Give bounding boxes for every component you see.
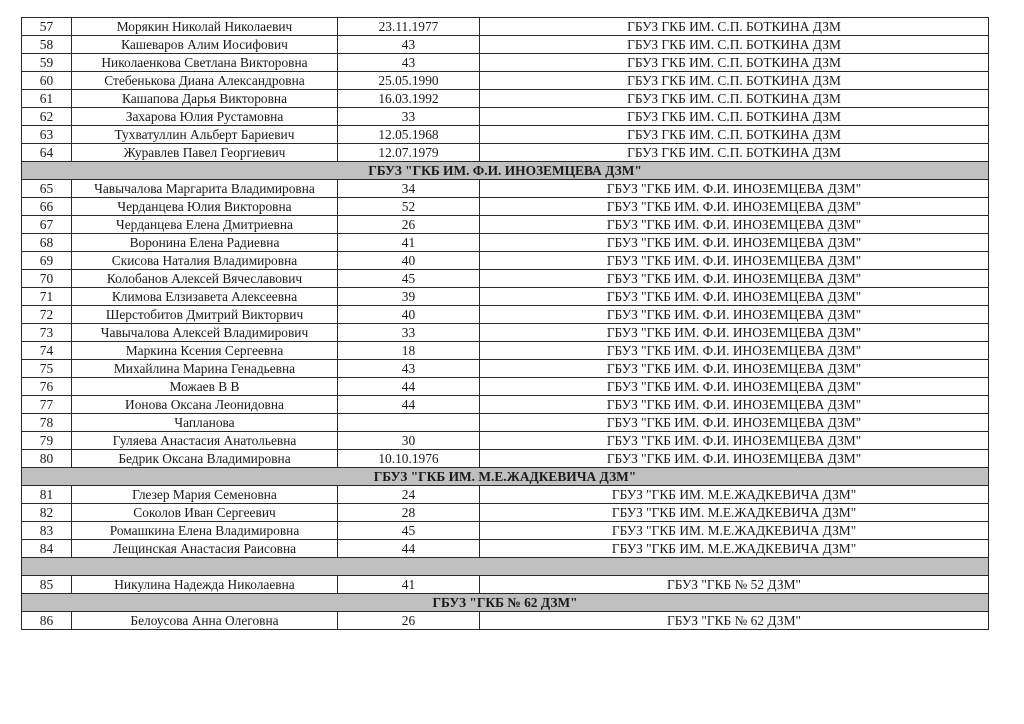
table-row	[22, 234, 989, 252]
table-row	[22, 522, 989, 540]
age-or-birthdate-cell: 43	[338, 360, 480, 378]
organization-cell: ГБУЗ "ГКБ ИМ. Ф.И. ИНОЗЕМЦЕВА ДЗМ"	[480, 252, 989, 270]
row-number-cell: 80	[22, 450, 72, 468]
age-or-birthdate-cell: 18	[338, 342, 480, 360]
age-or-birthdate-cell: 40	[338, 252, 480, 270]
organization-cell: ГБУЗ "ГКБ ИМ. Ф.И. ИНОЗЕМЦЕВА ДЗМ"	[480, 216, 989, 234]
organization-cell: ГБУЗ "ГКБ ИМ. Ф.И. ИНОЗЕМЦЕВА ДЗМ"	[480, 306, 989, 324]
organization-cell: ГБУЗ ГКБ ИМ. С.П. БОТКИНА ДЗМ	[480, 108, 989, 126]
organization-cell: ГБУЗ "ГКБ ИМ. Ф.И. ИНОЗЕМЦЕВА ДЗМ"	[480, 198, 989, 216]
section-header-row	[22, 468, 989, 486]
section-title: ГБУЗ "ГКБ № 62 ДЗМ"	[22, 594, 989, 612]
organization-cell: ГБУЗ ГКБ ИМ. С.П. БОТКИНА ДЗМ	[480, 90, 989, 108]
table-body	[22, 18, 989, 630]
full-name-cell: Николаенкова Светлана Викторовна	[72, 54, 338, 72]
table-row	[22, 504, 989, 522]
organization-cell: ГБУЗ "ГКБ ИМ. Ф.И. ИНОЗЕМЦЕВА ДЗМ"	[480, 360, 989, 378]
table-row	[22, 144, 989, 162]
full-name-cell: Бедрик Оксана Владимировна	[72, 450, 338, 468]
organization-cell: ГБУЗ "ГКБ ИМ. Ф.И. ИНОЗЕМЦЕВА ДЗМ"	[480, 324, 989, 342]
table-row	[22, 414, 989, 432]
full-name-cell: Захарова Юлия Рустамовна	[72, 108, 338, 126]
age-or-birthdate-cell: 30	[338, 432, 480, 450]
organization-cell: ГБУЗ ГКБ ИМ. С.П. БОТКИНА ДЗМ	[480, 54, 989, 72]
full-name-cell: Глезер Мария Семеновна	[72, 486, 338, 504]
table-row	[22, 36, 989, 54]
row-number-cell: 72	[22, 306, 72, 324]
age-or-birthdate-cell: 40	[338, 306, 480, 324]
full-name-cell: Ионова Оксана Леонидовна	[72, 396, 338, 414]
organization-cell: ГБУЗ "ГКБ ИМ. Ф.И. ИНОЗЕМЦЕВА ДЗМ"	[480, 270, 989, 288]
age-or-birthdate-cell: 12.05.1968	[338, 126, 480, 144]
organization-cell: ГБУЗ "ГКБ № 62 ДЗМ"	[480, 612, 989, 630]
table-row	[22, 270, 989, 288]
table-row	[22, 306, 989, 324]
table-row	[22, 18, 989, 36]
table-row	[22, 180, 989, 198]
organization-cell: ГБУЗ ГКБ ИМ. С.П. БОТКИНА ДЗМ	[480, 18, 989, 36]
section-header-row	[22, 594, 989, 612]
row-number-cell: 85	[22, 576, 72, 594]
full-name-cell: Черданцева Юлия Викторовна	[72, 198, 338, 216]
full-name-cell: Маркина Ксения Сергеевна	[72, 342, 338, 360]
age-or-birthdate-cell: 25.05.1990	[338, 72, 480, 90]
row-number-cell: 57	[22, 18, 72, 36]
table-row	[22, 216, 989, 234]
full-name-cell: Кашеваров Алим Иосифович	[72, 36, 338, 54]
organization-cell: ГБУЗ "ГКБ ИМ. Ф.И. ИНОЗЕМЦЕВА ДЗМ"	[480, 342, 989, 360]
table-row	[22, 360, 989, 378]
full-name-cell: Черданцева Елена Дмитриевна	[72, 216, 338, 234]
row-number-cell: 68	[22, 234, 72, 252]
age-or-birthdate-cell: 33	[338, 108, 480, 126]
row-number-cell: 65	[22, 180, 72, 198]
full-name-cell: Соколов Иван Сергеевич	[72, 504, 338, 522]
organization-cell: ГБУЗ "ГКБ ИМ. Ф.И. ИНОЗЕМЦЕВА ДЗМ"	[480, 414, 989, 432]
age-or-birthdate-cell: 45	[338, 522, 480, 540]
section-title: ГБУЗ "ГКБ ИМ. М.Е.ЖАДКЕВИЧА ДЗМ"	[22, 468, 989, 486]
table-row	[22, 72, 989, 90]
table-row	[22, 396, 989, 414]
full-name-cell: Никулина Надежда Николаевна	[72, 576, 338, 594]
age-or-birthdate-cell: 26	[338, 216, 480, 234]
table-row	[22, 576, 989, 594]
organization-cell: ГБУЗ "ГКБ ИМ. Ф.И. ИНОЗЕМЦЕВА ДЗМ"	[480, 432, 989, 450]
age-or-birthdate-cell: 12.07.1979	[338, 144, 480, 162]
row-number-cell: 86	[22, 612, 72, 630]
age-or-birthdate-cell: 26	[338, 612, 480, 630]
age-or-birthdate-cell: 23.11.1977	[338, 18, 480, 36]
table-row	[22, 90, 989, 108]
organization-cell: ГБУЗ "ГКБ ИМ. М.Е.ЖАДКЕВИЧА ДЗМ"	[480, 540, 989, 558]
table-row	[22, 342, 989, 360]
table-row	[22, 612, 989, 630]
organization-cell: ГБУЗ "ГКБ ИМ. Ф.И. ИНОЗЕМЦЕВА ДЗМ"	[480, 378, 989, 396]
age-or-birthdate-cell: 52	[338, 198, 480, 216]
full-name-cell: Скисова Наталия Владимировна	[72, 252, 338, 270]
table-row	[22, 540, 989, 558]
full-name-cell: Чавычалова Маргарита Владимировна	[72, 180, 338, 198]
age-or-birthdate-cell: 44	[338, 396, 480, 414]
row-number-cell: 73	[22, 324, 72, 342]
organization-cell: ГБУЗ "ГКБ ИМ. Ф.И. ИНОЗЕМЦЕВА ДЗМ"	[480, 288, 989, 306]
table-row	[22, 288, 989, 306]
table-row	[22, 252, 989, 270]
organization-cell: ГБУЗ ГКБ ИМ. С.П. БОТКИНА ДЗМ	[480, 72, 989, 90]
organization-cell: ГБУЗ ГКБ ИМ. С.П. БОТКИНА ДЗМ	[480, 36, 989, 54]
age-or-birthdate-cell: 41	[338, 576, 480, 594]
table-row	[22, 54, 989, 72]
age-or-birthdate-cell: 44	[338, 540, 480, 558]
table-row	[22, 126, 989, 144]
age-or-birthdate-cell	[338, 414, 480, 432]
organization-cell: ГБУЗ "ГКБ ИМ. М.Е.ЖАДКЕВИЧА ДЗМ"	[480, 486, 989, 504]
table-row	[22, 378, 989, 396]
organization-cell: ГБУЗ ГКБ ИМ. С.П. БОТКИНА ДЗМ	[480, 126, 989, 144]
row-number-cell: 75	[22, 360, 72, 378]
table-row	[22, 432, 989, 450]
row-number-cell: 62	[22, 108, 72, 126]
row-number-cell: 70	[22, 270, 72, 288]
full-name-cell: Климова Елзизавета Алексеевна	[72, 288, 338, 306]
organization-cell: ГБУЗ "ГКБ ИМ. М.Е.ЖАДКЕВИЧА ДЗМ"	[480, 522, 989, 540]
table-row	[22, 450, 989, 468]
full-name-cell: Журавлев Павел Георгиевич	[72, 144, 338, 162]
section-title: ГБУЗ "ГКБ ИМ. Ф.И. ИНОЗЕМЦЕВА ДЗМ"	[22, 162, 989, 180]
full-name-cell: Гуляева Анастасия Анатольевна	[72, 432, 338, 450]
full-name-cell: Чапланова	[72, 414, 338, 432]
section-header-row	[22, 162, 989, 180]
row-number-cell: 77	[22, 396, 72, 414]
row-number-cell: 82	[22, 504, 72, 522]
age-or-birthdate-cell: 24	[338, 486, 480, 504]
age-or-birthdate-cell: 43	[338, 36, 480, 54]
full-name-cell: Воронина Елена Радиевна	[72, 234, 338, 252]
row-number-cell: 67	[22, 216, 72, 234]
age-or-birthdate-cell: 39	[338, 288, 480, 306]
blank-separator-row	[22, 558, 989, 576]
age-or-birthdate-cell: 28	[338, 504, 480, 522]
organization-cell: ГБУЗ "ГКБ ИМ. Ф.И. ИНОЗЕМЦЕВА ДЗМ"	[480, 396, 989, 414]
age-or-birthdate-cell: 16.03.1992	[338, 90, 480, 108]
age-or-birthdate-cell: 41	[338, 234, 480, 252]
row-number-cell: 81	[22, 486, 72, 504]
age-or-birthdate-cell: 43	[338, 54, 480, 72]
organization-cell: ГБУЗ "ГКБ ИМ. М.Е.ЖАДКЕВИЧА ДЗМ"	[480, 504, 989, 522]
age-or-birthdate-cell: 33	[338, 324, 480, 342]
full-name-cell: Шерстобитов Дмитрий Викторвич	[72, 306, 338, 324]
row-number-cell: 83	[22, 522, 72, 540]
row-number-cell: 71	[22, 288, 72, 306]
organization-cell: ГБУЗ "ГКБ № 52 ДЗМ"	[480, 576, 989, 594]
row-number-cell: 69	[22, 252, 72, 270]
table-row	[22, 486, 989, 504]
participants-table	[21, 17, 989, 630]
full-name-cell: Можаев В В	[72, 378, 338, 396]
full-name-cell: Морякин Николай Николаевич	[72, 18, 338, 36]
table-row	[22, 108, 989, 126]
blank-separator-cell	[22, 558, 989, 576]
full-name-cell: Лещинская Анастасия Раисовна	[72, 540, 338, 558]
row-number-cell: 58	[22, 36, 72, 54]
organization-cell: ГБУЗ "ГКБ ИМ. Ф.И. ИНОЗЕМЦЕВА ДЗМ"	[480, 450, 989, 468]
full-name-cell: Белоусова Анна Олеговна	[72, 612, 338, 630]
age-or-birthdate-cell: 34	[338, 180, 480, 198]
age-or-birthdate-cell: 10.10.1976	[338, 450, 480, 468]
row-number-cell: 78	[22, 414, 72, 432]
full-name-cell: Ромашкина Елена Владимировна	[72, 522, 338, 540]
row-number-cell: 84	[22, 540, 72, 558]
full-name-cell: Стебенькова Диана Александровна	[72, 72, 338, 90]
full-name-cell: Кашапова Дарья Викторовна	[72, 90, 338, 108]
organization-cell: ГБУЗ "ГКБ ИМ. Ф.И. ИНОЗЕМЦЕВА ДЗМ"	[480, 180, 989, 198]
age-or-birthdate-cell: 45	[338, 270, 480, 288]
table-row	[22, 324, 989, 342]
row-number-cell: 66	[22, 198, 72, 216]
full-name-cell: Михайлина Марина Генадьевна	[72, 360, 338, 378]
full-name-cell: Чавычалова Алексей Владимирович	[72, 324, 338, 342]
row-number-cell: 63	[22, 126, 72, 144]
row-number-cell: 79	[22, 432, 72, 450]
row-number-cell: 74	[22, 342, 72, 360]
row-number-cell: 60	[22, 72, 72, 90]
full-name-cell: Тухватуллин Альберт Бариевич	[72, 126, 338, 144]
row-number-cell: 59	[22, 54, 72, 72]
row-number-cell: 64	[22, 144, 72, 162]
row-number-cell: 61	[22, 90, 72, 108]
table-row	[22, 198, 989, 216]
row-number-cell: 76	[22, 378, 72, 396]
age-or-birthdate-cell: 44	[338, 378, 480, 396]
organization-cell: ГБУЗ "ГКБ ИМ. Ф.И. ИНОЗЕМЦЕВА ДЗМ"	[480, 234, 989, 252]
organization-cell: ГБУЗ ГКБ ИМ. С.П. БОТКИНА ДЗМ	[480, 144, 989, 162]
full-name-cell: Колобанов Алексей Вячеславович	[72, 270, 338, 288]
